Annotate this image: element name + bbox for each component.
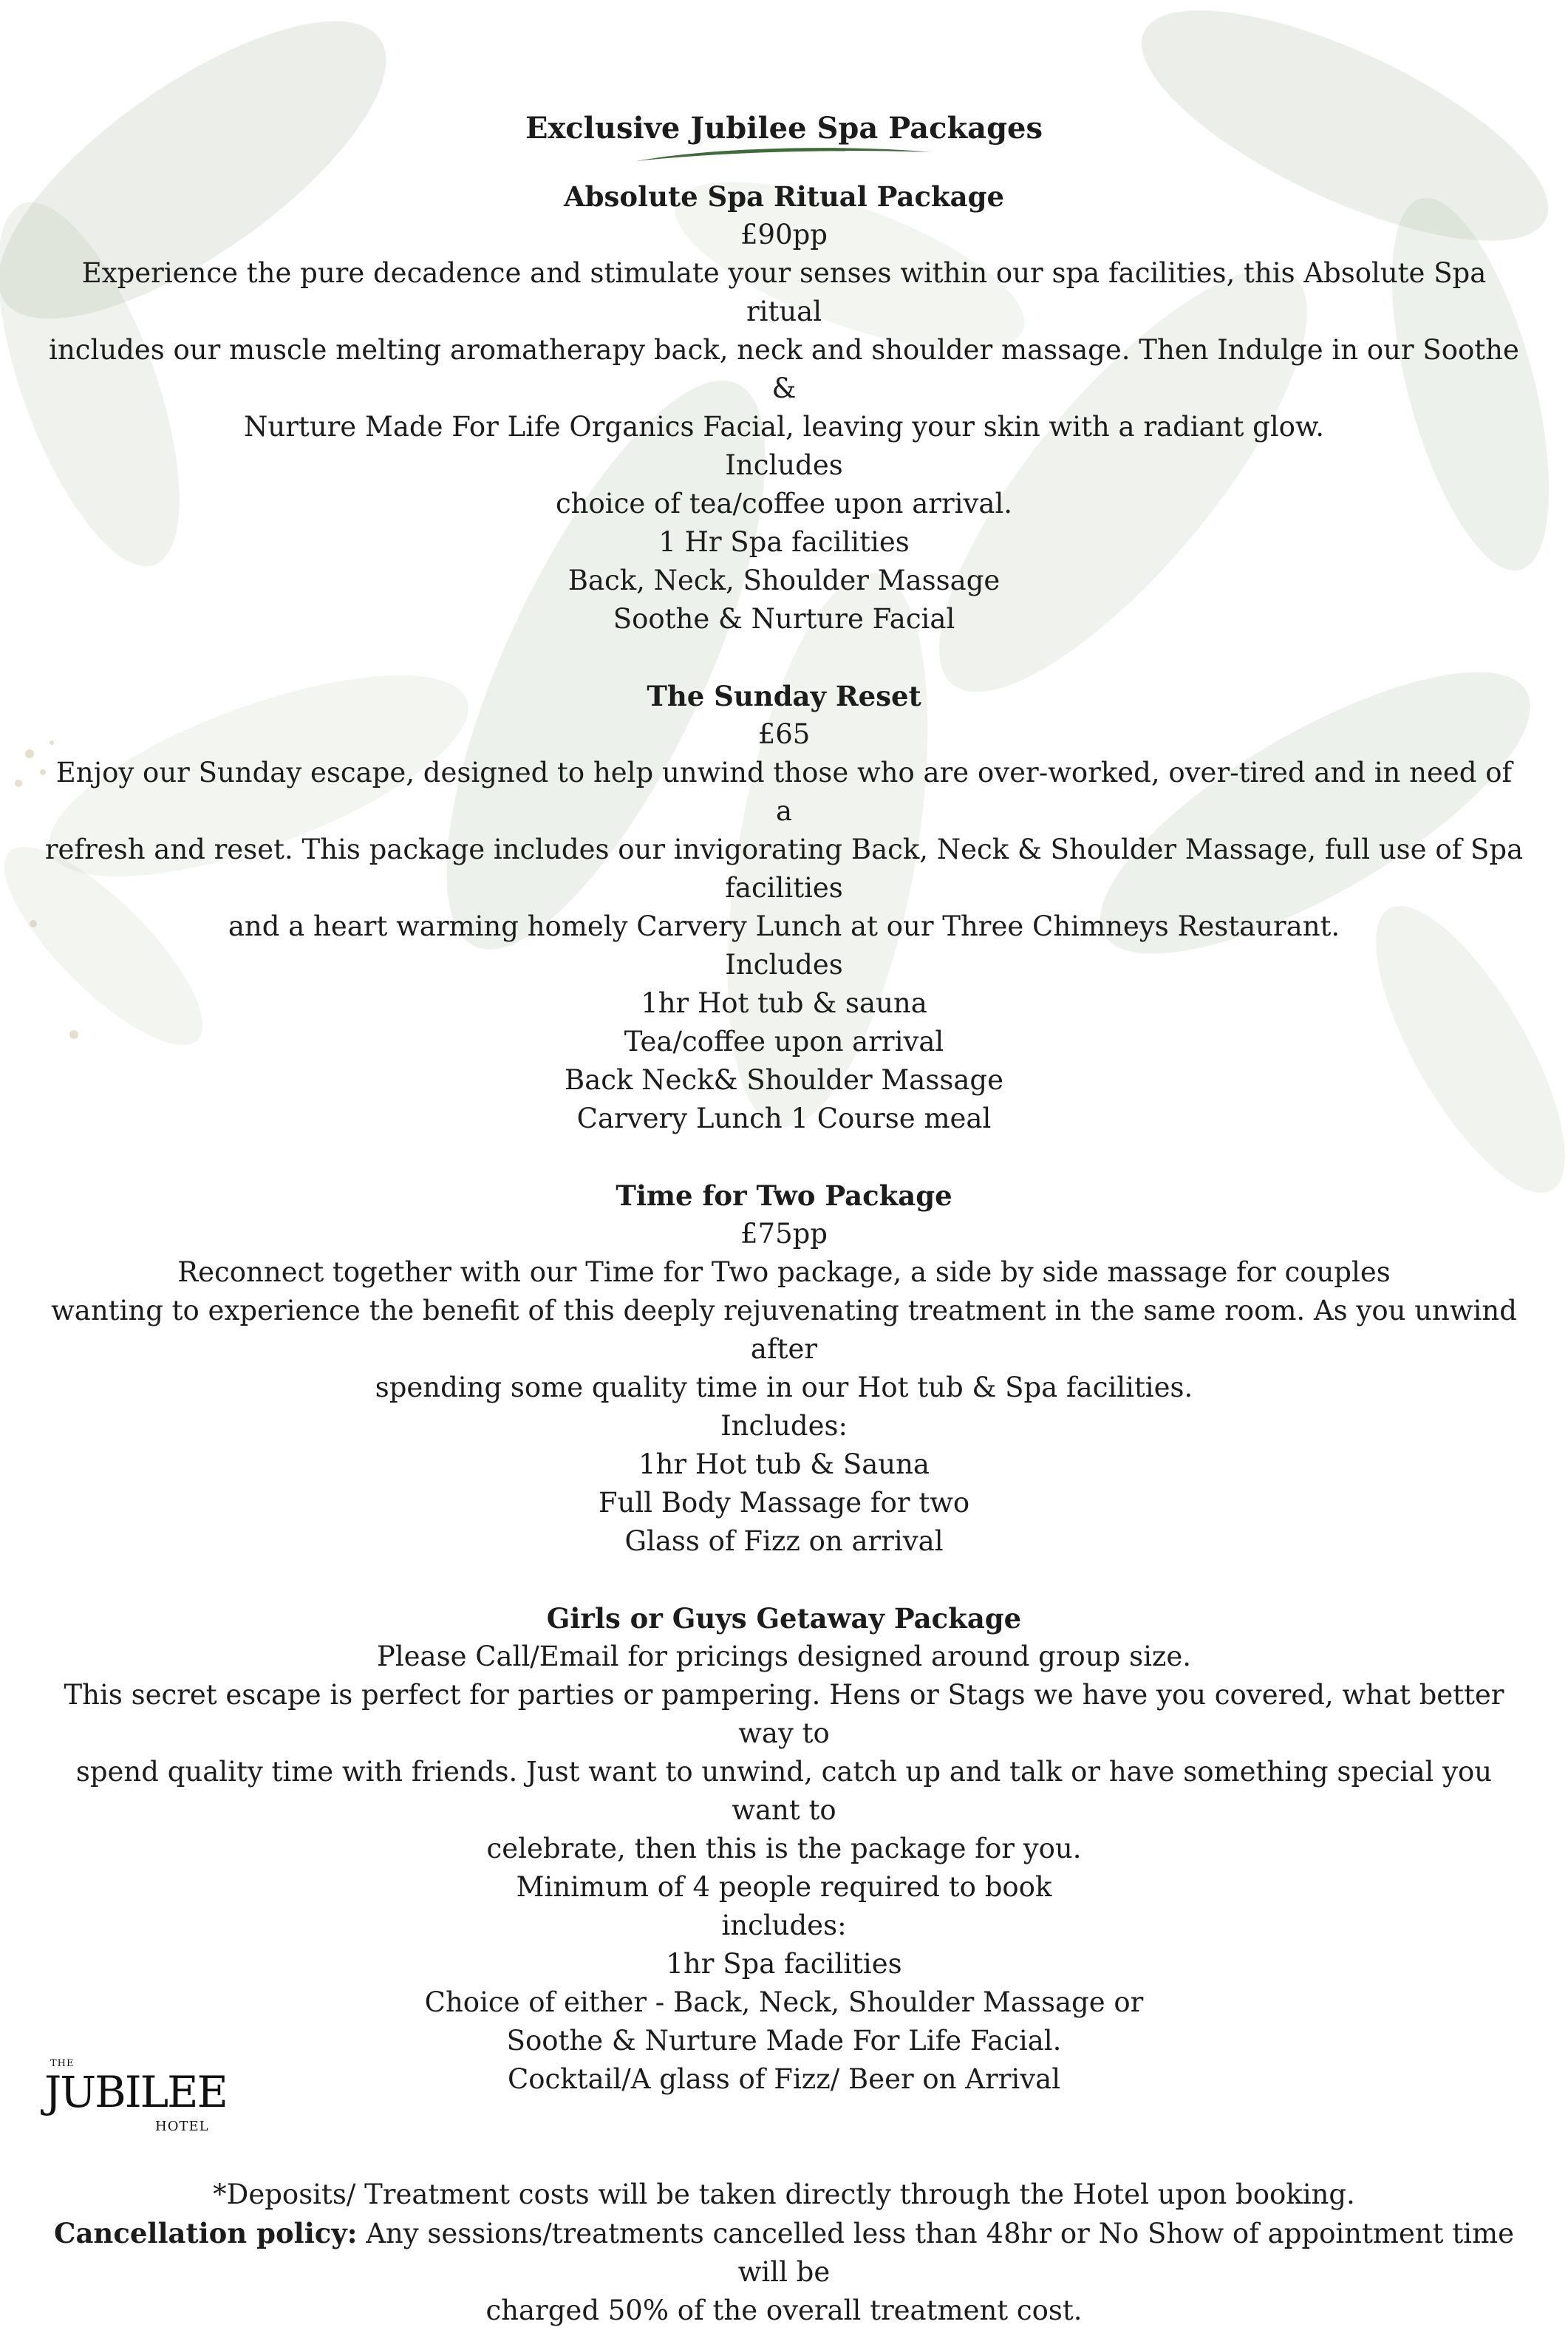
includes-label: Includes: — [720, 1410, 848, 1442]
package-girls-or-guys-getaway — [44, 1599, 1524, 2099]
cancellation-policy-label: Cancellation policy: — [54, 2217, 358, 2249]
package-price: £90pp — [740, 219, 828, 251]
package-description-line: Nurture Made For Life Organics Facial, leaving your skin with a radiant glow. — [244, 411, 1324, 443]
include-item: Cocktail/A glass of Fizz/ Beer on Arrival — [507, 2063, 1061, 2095]
cancellation-policy-text: charged 50% of the overall treatment cost. — [485, 2295, 1083, 2326]
package-price: £65 — [757, 718, 811, 750]
logo-hotel: HOTEL — [155, 2119, 209, 2134]
package-description-line: Reconnect together with our Time for Two package, a side by side massage for couples — [177, 1256, 1391, 1288]
package-price: £75pp — [740, 1218, 828, 1250]
package-title: Girls or Guys Getaway Package — [546, 1602, 1022, 1635]
package-description-line: and a heart warming homely Carvery Lunch at our Three Chimneys Restaurant. — [228, 910, 1340, 942]
include-item: 1hr Hot tub & Sauna — [638, 1448, 930, 1480]
package-description-line: Enjoy our Sunday escape, designed to help unwind those who are over-worked, over-tired and in need of a — [55, 757, 1513, 827]
includes-label: Includes — [725, 449, 843, 481]
include-item: Back Neck& Shoulder Massage — [565, 1064, 1003, 1096]
package-description-line: This secret escape is perfect for parties or pampering. Hens or Stags we have you covered, what better way to — [64, 1679, 1504, 1749]
package-description-line: wanting to experience the benefit of this deeply rejuvenating treatment in the same room. As you unwind after — [51, 1295, 1517, 1365]
logo-the: THE — [50, 2058, 75, 2069]
includes-label: includes: — [721, 1910, 847, 1941]
include-item: choice of tea/coffee upon arrival. — [555, 488, 1013, 520]
includes-label: Includes — [725, 949, 843, 981]
include-item: Back, Neck, Shoulder Massage — [567, 565, 1001, 596]
package-absolute-spa-ritual — [44, 177, 1524, 638]
package-time-for-two — [44, 1176, 1524, 1561]
include-item: Glass of Fizz on arrival — [624, 1525, 944, 1557]
package-description-line: spend quality time with friends. Just want to unwind, catch up and talk or have something special you want to — [75, 1756, 1493, 1826]
package-description-line: celebrate, then this is the package for you. — [486, 1833, 1082, 1864]
include-item: Soothe & Nurture Made For Life Facial. — [506, 2025, 1062, 2057]
package-description-line: Minimum of 4 people required to book — [516, 1871, 1052, 1903]
include-item: Full Body Massage for two — [598, 1487, 970, 1519]
package-title: Absolute Spa Ritual Package — [563, 180, 1005, 213]
package-description-line: refresh and reset. This package includes our invigorating Back, Neck & Shoulder Massage, full use of Spa facilities — [44, 834, 1524, 904]
package-sunday-reset — [44, 677, 1524, 1138]
include-item: Choice of either - Back, Neck, Shoulder Massage or — [424, 1986, 1144, 2018]
deposit-note: *Deposits/ Treatment costs will be taken directly through the Hotel upon booking. — [213, 2179, 1355, 2210]
logo-wordmark: JUBILEE — [44, 2067, 227, 2117]
include-item: Carvery Lunch 1 Course meal — [576, 1103, 992, 1134]
include-item: 1hr Hot tub & sauna — [641, 987, 927, 1019]
include-item: Soothe & Nurture Facial — [613, 603, 955, 635]
package-title: Time for Two Package — [616, 1179, 952, 1212]
package-title: The Sunday Reset — [647, 680, 921, 712]
package-description-line: spending some quality time in our Hot tub & Spa facilities. — [375, 1372, 1193, 1403]
package-price: Please Call/Email for pricings designed around group size. — [376, 1641, 1192, 1672]
booking-notes — [44, 2176, 1524, 2330]
spa-packages-document — [44, 109, 1524, 2330]
jubilee-hotel-logo — [44, 2058, 229, 2147]
include-item: 1 Hr Spa facilities — [658, 526, 910, 558]
include-item: Tea/coffee upon arrival — [624, 1026, 944, 1057]
cancellation-policy-text: Any sessions/treatments cancelled less than 48hr or No Show of appointment time will be — [357, 2218, 1514, 2288]
cancellation-policy-line — [44, 2214, 1524, 2292]
package-description-line: includes our muscle melting aromatherapy back, neck and shoulder massage. Then Indulge in our Soothe & — [49, 334, 1519, 404]
include-item: 1hr Spa facilities — [666, 1948, 902, 1980]
page-title: Exclusive Jubilee Spa Packages — [525, 111, 1043, 146]
package-description-line: Experience the pure decadence and stimulate your senses within our spa facilities, this Absolute Spa ritual — [81, 257, 1487, 327]
